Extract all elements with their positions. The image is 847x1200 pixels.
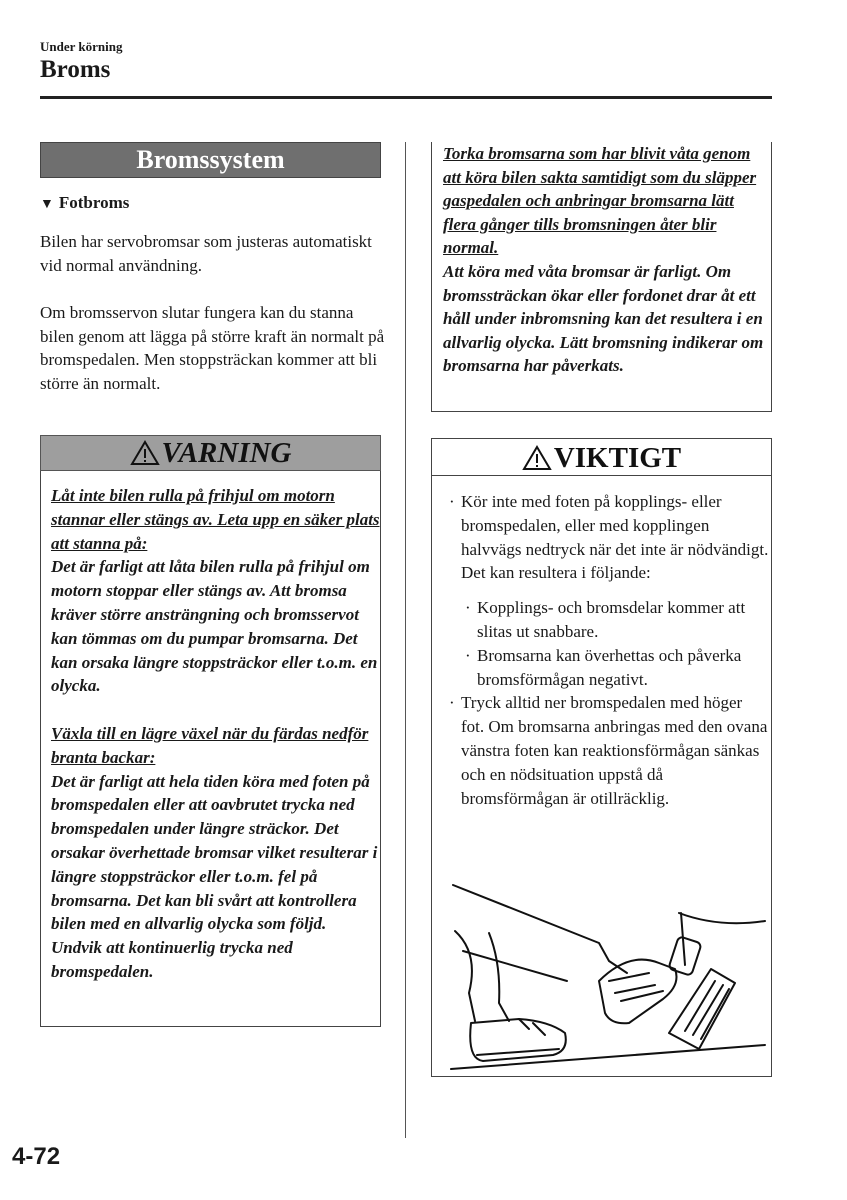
paragraph-servo: Bilen har servobromsar som justeras automatiskt vid normal användning. bbox=[40, 232, 372, 275]
wet-brakes-heading: Torka bromsarna som har blivit våta genom att köra bilen sakta samtidigt som du släpper gaspedalen och anbringar bromsarna lätt flera gånger tills bromsningen åter blir normal. bbox=[443, 144, 757, 258]
wet-brakes-content bbox=[443, 142, 768, 378]
warning-triangle-icon bbox=[522, 445, 552, 471]
important-list bbox=[449, 490, 769, 810]
warning-title: VARNING bbox=[161, 437, 292, 469]
important-header bbox=[432, 439, 771, 476]
warning-body-freewheel: Det är farligt att låta bilen rulla på frihjul om motorn stoppar eller stängs av. Att bromsa kräver större ansträngning och bromsservot kan tömmas om du pumpar bromsarna. Det kan orsaka längre stoppsträckor eller t.o.m. en olycka. bbox=[51, 557, 378, 696]
list-item: · Kör inte med foten på kopplings- eller bromspedalen, eller med kopplingen halvvägs nedtryck när det inte är nödvändigt. Det kan resultera i följande: bbox=[449, 492, 769, 583]
pedal-illustration bbox=[449, 873, 767, 1071]
warning-box bbox=[40, 435, 381, 1027]
list-item: · Kopplings- och bromsdelar kommer att slitas ut snabbare. bbox=[465, 598, 746, 641]
list-item: · Tryck alltid ner bromspedalen med höger fot. Om bromsarna anbringas med den ovana vänstra foten kan reaktionsförmågan sänkas och en nödsituation uppstå då bromsförmågan är otillräcklig. bbox=[449, 693, 768, 808]
warning-heading-downhill: Växla till en lägre växel när du färdas nedför branta backar: bbox=[51, 723, 369, 767]
triangle-down-icon: ▼ bbox=[40, 197, 54, 212]
header-divider bbox=[40, 96, 772, 99]
section-banner: Bromssystem bbox=[40, 142, 381, 178]
list-item: · Bromsarna kan överhettas och påverka bromsförmågan negativt. bbox=[465, 645, 742, 689]
page-title: Broms bbox=[40, 56, 111, 83]
warning-header bbox=[40, 435, 381, 471]
section-label: Under körning bbox=[40, 39, 123, 54]
paragraph-servo-failure: Om bromsservon slutar fungera kan du stanna bilen genom att lägga på större kraft än normalt på bromspedalen. Men stoppsträckan kommer att bli större än normalt. bbox=[40, 303, 385, 393]
warning-heading-freewheel: Låt inte bilen rulla på frihjul om motorn stannar eller stängs av. Leta upp en säker plats att stanna på: bbox=[51, 486, 380, 553]
warning-body-downhill: Det är farligt att hela tiden köra med foten på bromspedalen eller att oavbrutet trycka ned bromspedalen under längre sträckor. Det orsakar överhettade bromsar vilket resulterar i längre stoppsträckor eller t.o.m. fel på bromsarna. Det kan bli svårt att kontrollera bilen med en allvarlig olycka som följd. Undvik att kontinuerlig trycka ned bromspedalen. bbox=[51, 771, 378, 981]
warning-triangle-icon bbox=[130, 440, 160, 466]
page-number: 4-72 bbox=[12, 1143, 61, 1170]
column-divider bbox=[405, 142, 406, 1138]
wet-brakes-body: Att köra med våta bromsar är farligt. Om bromssträckan ökar eller fordonet drar åt ett håll under inbromsning kan det resultera i en allvarlig olycka. Lätt bromsning indikerar om bromsarna har påverkats. bbox=[443, 261, 764, 376]
important-title: VIKTIGT bbox=[553, 442, 682, 474]
wet-brakes-box bbox=[431, 142, 772, 412]
subheading-label: Fotbroms bbox=[58, 193, 130, 212]
subheading bbox=[40, 193, 129, 213]
warning-content bbox=[51, 484, 381, 984]
